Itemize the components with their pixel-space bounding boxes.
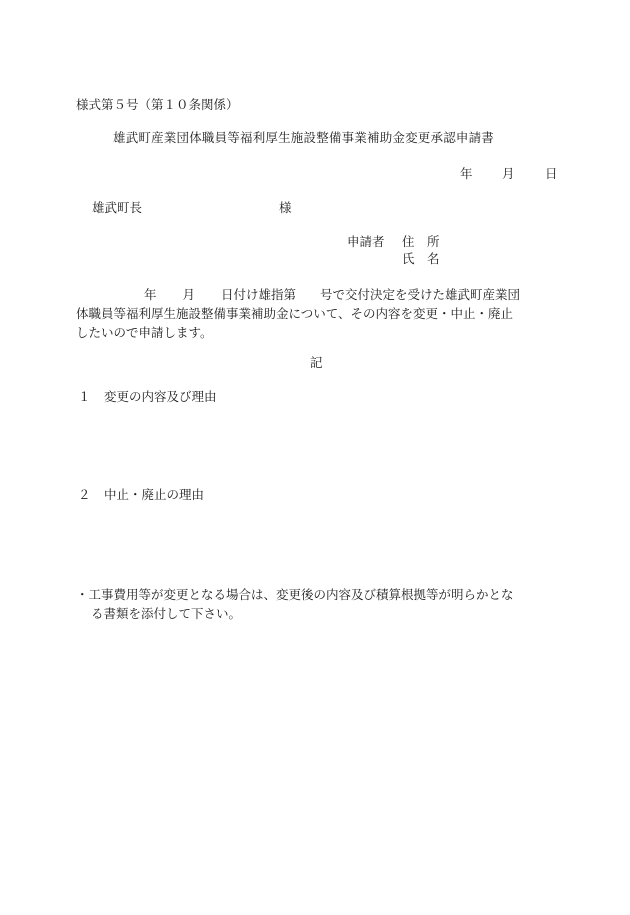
section-number: １ (78, 389, 91, 404)
section-cancel-reason (78, 487, 204, 503)
date-month-label: 月 (502, 166, 515, 181)
body-month-label: 月 (182, 287, 196, 302)
ki-heading: 記 (310, 355, 323, 370)
body-line-2: 体職員等福利厚生施設整備事業補助金について、その内容を変更・中止・廃止 (76, 306, 514, 321)
date-year-label: 年 (460, 166, 473, 181)
attachment-note (76, 585, 556, 623)
date-day-label: 日 (545, 166, 558, 181)
section-number: ２ (78, 487, 91, 502)
body-line-1-tail: 号で交付決定を受けた雄武町産業団 (320, 287, 521, 302)
body-day-reference: 日付け雄指第 (221, 287, 297, 302)
section-change-reason (78, 389, 217, 405)
note-line-1: ・工事費用等が変更となる場合は、変更後の内容及び積算根拠等が明らかとな (76, 587, 514, 602)
applicant-name-label: 氏 名 (402, 251, 440, 266)
date-line (460, 166, 558, 182)
note-line-2: る書類を添付して下さい。 (91, 606, 242, 621)
request-body-text (76, 285, 560, 342)
section-label: 変更の内容及び理由 (104, 389, 217, 404)
form-number: 様式第５号（第１０条関係） (76, 97, 239, 112)
applicant-address-label: 住 所 (402, 234, 440, 249)
body-year-label: 年 (144, 287, 157, 302)
body-line-3: したいので申請します。 (76, 325, 213, 340)
applicant-label: 申請者 (347, 234, 385, 249)
addressee-name: 雄武町長 (92, 200, 143, 215)
section-label: 中止・廃止の理由 (104, 487, 205, 502)
body-line-1 (76, 285, 560, 304)
document-title: 雄武町産業団体職員等福利厚生施設整備事業補助金変更承認申請書 (113, 130, 495, 145)
addressee-honorific: 様 (279, 200, 292, 215)
